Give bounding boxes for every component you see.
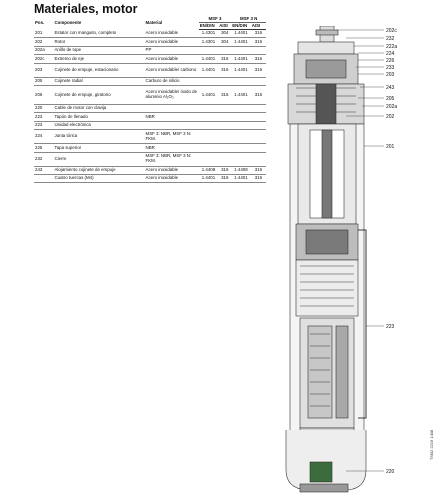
en-din-cell: 1.4401 <box>199 85 219 104</box>
table-row <box>34 38 266 46</box>
header-en-din: EN/DIN <box>199 23 219 30</box>
aisi-cell <box>218 121 231 129</box>
table-row <box>34 85 266 104</box>
aisi-cell <box>251 77 266 85</box>
aisi-cell <box>218 130 231 144</box>
componente-cell: Tapón de llenado <box>54 113 145 121</box>
componente-cell: Estator con manguito, completo <box>54 30 145 38</box>
pos-cell: 223 <box>34 113 54 121</box>
callout-label: 203 <box>386 72 395 78</box>
en-din-cell: 1.4301 <box>199 30 219 38</box>
en-din-cell <box>199 121 219 129</box>
en-din-cell <box>199 77 219 85</box>
material-cell: Acero inoxidable <box>145 166 199 174</box>
table-row <box>34 144 266 152</box>
aisi-cell: 304 <box>218 38 231 46</box>
aisi-cell: 304 <box>218 30 231 38</box>
page-title: Materiales, motor <box>34 2 138 16</box>
callout-label: 243 <box>386 85 395 91</box>
pos-cell: 232 <box>34 152 54 166</box>
header-aisi: AISI <box>251 23 266 30</box>
callout-label: 224 <box>386 51 395 57</box>
aisi-cell <box>218 144 231 152</box>
en-din-cell <box>231 46 251 54</box>
table-row <box>34 174 266 182</box>
en-din-cell <box>231 152 251 166</box>
componente-cell: Cojinete radial <box>54 77 145 85</box>
aisi-cell <box>251 152 266 166</box>
callout-label: 223 <box>386 324 395 330</box>
table-row <box>34 121 266 129</box>
componente-cell: Junta tórica <box>54 130 145 144</box>
callout-label: 220 <box>386 469 395 475</box>
aisi-cell: 316 <box>251 30 266 38</box>
en-din-cell <box>199 144 219 152</box>
figure-code: TM02 2216 1408 <box>429 429 434 460</box>
en-din-cell: 1.4401 <box>231 174 251 182</box>
header-pos: Pos. <box>35 19 45 25</box>
table-row <box>34 130 266 144</box>
materials-table <box>34 16 266 183</box>
componente-cell: Anillo de tope <box>54 46 145 54</box>
pos-cell: 225 <box>34 144 54 152</box>
aisi-cell: 316 <box>218 55 231 63</box>
header-aisi: AISI <box>218 23 231 30</box>
aisi-cell: 316 <box>218 63 231 77</box>
material-cell: NBR <box>145 113 199 121</box>
material-cell: Acero inoxidable <box>145 38 199 46</box>
table-row <box>34 77 266 85</box>
aisi-cell: 316 <box>218 174 231 182</box>
componente-cell: Cojinete de empuje, estacionario <box>54 63 145 77</box>
callout-label: 226 <box>386 58 395 64</box>
aisi-cell: 316 <box>251 55 266 63</box>
motor-cross-section-drawing <box>266 26 442 500</box>
componente-cell: Alojamiento cojinete de empuje <box>54 166 145 174</box>
en-din-cell <box>231 77 251 85</box>
aisi-cell <box>251 121 266 129</box>
en-din-cell <box>199 113 219 121</box>
callout-label: 201 <box>386 144 395 150</box>
material-cell: Carburo de silicio <box>145 77 199 85</box>
componente-cell: Cojinete de empuje, giratorio <box>54 85 145 104</box>
pos-cell: 206 <box>34 85 54 104</box>
en-din-cell: 1.4401 <box>231 38 251 46</box>
componente-cell: Unidad electrónica <box>54 121 145 129</box>
material-cell <box>145 121 199 129</box>
componente-cell: Cuatro tuercas (M4) <box>54 174 145 182</box>
material-cell: Acero inoxidable/ carbono <box>145 63 199 77</box>
pos-cell: 205 <box>34 77 54 85</box>
pos-cell: 203 <box>34 63 54 77</box>
pos-cell <box>34 174 54 182</box>
en-din-cell: 1.4401 <box>199 63 219 77</box>
callout-label: 202a <box>386 104 398 110</box>
callout-label: 205 <box>386 96 395 102</box>
pos-cell: 223 <box>34 121 54 129</box>
aisi-cell <box>218 104 231 112</box>
aisi-cell: 316 <box>251 38 266 46</box>
pos-cell: 202 <box>34 38 54 46</box>
en-din-cell <box>199 130 219 144</box>
material-cell: Acero inoxidable <box>145 174 199 182</box>
en-din-cell: 1.4408 <box>199 166 219 174</box>
material-cell <box>145 104 199 112</box>
en-din-cell: 1.4301 <box>199 38 219 46</box>
table-row <box>34 55 266 63</box>
aisi-cell: 316 <box>251 63 266 77</box>
aisi-cell <box>251 46 266 54</box>
callout-label: 233 <box>386 65 395 71</box>
material-cell: MSF 3: NBR, MSF 3 N: FKM. <box>145 152 199 166</box>
material-cell: Acero inoxidable <box>145 30 199 38</box>
aisi-cell <box>251 144 266 152</box>
aisi-cell: 316 <box>251 85 266 104</box>
pos-cell: 201 <box>34 30 54 38</box>
callout-label: 232 <box>386 36 395 42</box>
header-msf3n: MSF 3 N <box>231 16 266 23</box>
aisi-cell: 316 <box>218 85 231 104</box>
en-din-cell: 1.4401 <box>199 55 219 63</box>
table-row <box>34 46 266 54</box>
aisi-cell <box>218 152 231 166</box>
pos-cell: 202c <box>34 55 54 63</box>
en-din-cell <box>199 152 219 166</box>
componente-cell: Cable de motor con clavija <box>54 104 145 112</box>
en-din-cell <box>231 130 251 144</box>
en-din-cell: 1.4401 <box>199 174 219 182</box>
header-en-din: EN/DIN <box>231 23 251 30</box>
table-row <box>34 113 266 121</box>
table-row <box>34 152 266 166</box>
material-cell: Acero inoxidable <box>145 55 199 63</box>
aisi-cell <box>251 113 266 121</box>
en-din-cell <box>231 121 251 129</box>
en-din-cell: 1.4401 <box>231 30 251 38</box>
material-cell: MSF 3: NBR, MSF 3 N: FKM. <box>145 130 199 144</box>
componente-cell: Tapa superior <box>54 144 145 152</box>
en-din-cell <box>199 46 219 54</box>
material-cell: PP <box>145 46 199 54</box>
aisi-cell: 316 <box>251 166 266 174</box>
pos-cell: 243 <box>34 166 54 174</box>
en-din-cell: 1.4401 <box>231 63 251 77</box>
callout-label: 222a <box>386 44 398 50</box>
header-componente: Componente <box>54 19 82 25</box>
table-row <box>34 30 266 38</box>
aisi-cell <box>218 46 231 54</box>
componente-cell: Cierre <box>54 152 145 166</box>
en-din-cell: 1.4408 <box>231 166 251 174</box>
material-cell: Acero inoxidable/ óxido de aluminio Al₂O₃ <box>145 85 199 104</box>
pos-cell: 202a <box>34 46 54 54</box>
aisi-cell: 316 <box>218 166 231 174</box>
aisi-cell <box>251 130 266 144</box>
table-row <box>34 166 266 174</box>
componente-cell: Rotor <box>54 38 145 46</box>
material-cell: NBR <box>145 144 199 152</box>
header-msf3: MSF 3 <box>199 16 232 23</box>
table-row <box>34 104 266 112</box>
en-din-cell: 1.4401 <box>231 85 251 104</box>
pos-cell: 224 <box>34 130 54 144</box>
aisi-cell: 316 <box>251 174 266 182</box>
callout-label: 202 <box>386 114 395 120</box>
callout-label: 202c <box>386 28 397 34</box>
en-din-cell <box>231 144 251 152</box>
pos-cell: 220 <box>34 104 54 112</box>
en-din-cell <box>231 104 251 112</box>
table-row <box>34 63 266 77</box>
aisi-cell <box>218 77 231 85</box>
en-din-cell <box>231 113 251 121</box>
en-din-cell <box>199 104 219 112</box>
aisi-cell <box>218 113 231 121</box>
header-material: Material <box>145 19 163 25</box>
en-din-cell: 1.4401 <box>231 55 251 63</box>
aisi-cell <box>251 104 266 112</box>
componente-cell: Extremo de eje <box>54 55 145 63</box>
